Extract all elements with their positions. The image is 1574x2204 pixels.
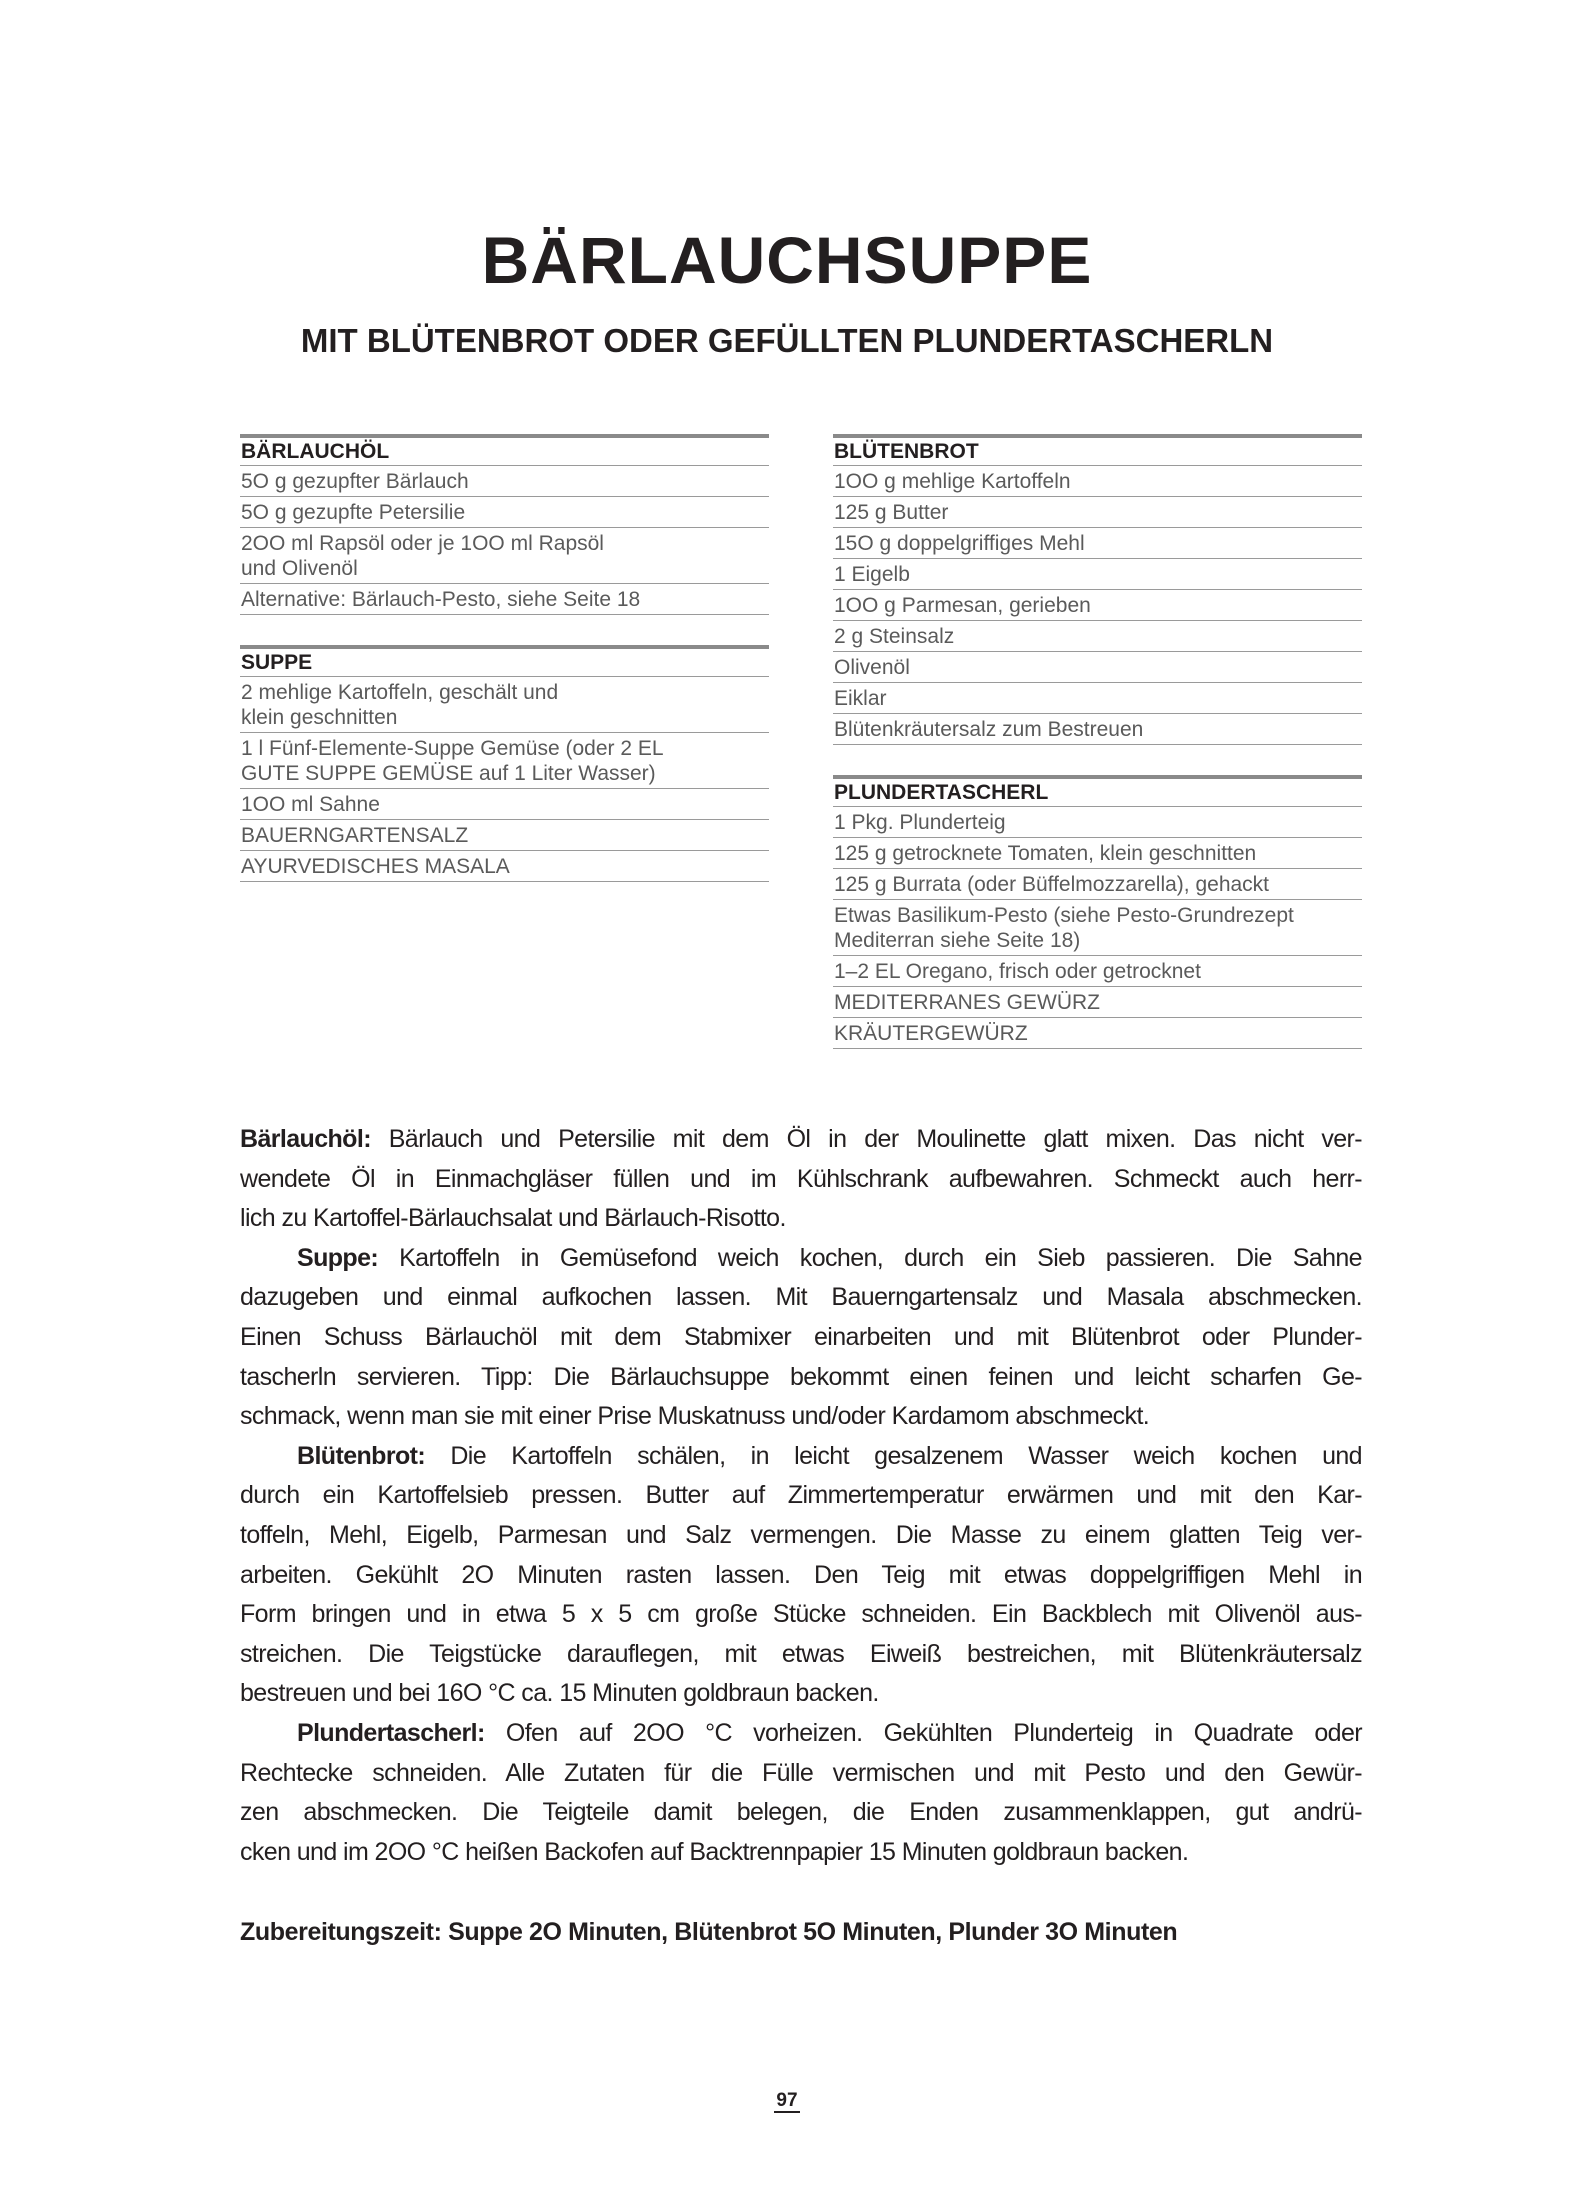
- paragraph-line: cken und im 2OO °C heißen Backofen auf Backtrennpapier 15 Minuten goldbraun backen.: [240, 1837, 1189, 1866]
- paragraph-text: Ofen auf 2OO °C vorheizen. Gekühlten Plunderteig in Quadrate oder: [484, 1718, 1362, 1747]
- section-heading: SUPPE: [240, 649, 769, 677]
- paragraph-line: [240, 1437, 1362, 1477]
- paragraph-line: [240, 1714, 1362, 1754]
- recipe-title: BÄRLAUCHSUPPE: [481, 223, 1093, 297]
- paragraph-text: Bärlauch und Petersilie mit dem Öl in der Moulinette glatt mixen. Das nicht ver-: [370, 1125, 1362, 1153]
- preparation-time: Zubereitungszeit: Suppe 2O Minuten, Blütenbrot 5O Minuten, Plunder 3O Minuten: [240, 1918, 1178, 1946]
- ingredient-item: 1OO ml Sahne: [240, 789, 769, 820]
- paragraph-line: Rechtecke schneiden. Alle Zutaten für die Fülle vermischen und mit Pesto und den Gewür-: [240, 1758, 1362, 1787]
- ingredient-item: 2 mehlige Kartoffeln, geschält und klein geschnitten: [240, 677, 769, 733]
- ingredient-item: KRÄUTERGEWÜRZ: [833, 1018, 1362, 1049]
- ingredient-item: MEDITERRANES GEWÜRZ: [833, 987, 1362, 1018]
- ingredient-item: 1 Eigelb: [833, 559, 1362, 590]
- paragraph-line: dazugeben und einmal aufkochen lassen. Mit Bauerngartensalz und Masala abschmecken.: [240, 1283, 1362, 1312]
- paragraph-text: Kartoffeln in Gemüsefond weich kochen, durch ein Sieb passieren. Die Sahne: [378, 1243, 1362, 1272]
- paragraph-line: lich zu Kartoffel-Bärlauchsalat und Bärlauch-Risotto.: [240, 1204, 786, 1233]
- paragraph-line: streichen. Die Teigstücke darauflegen, mit etwas Eiweiß bestreichen, mit Blütenkräutersalz: [240, 1639, 1362, 1668]
- paragraph-line: bestreuen und bei 16O °C ca. 15 Minuten goldbraun backen.: [240, 1679, 879, 1708]
- ingredient-item: Alternative: Bärlauch-Pesto, siehe Seite 18: [240, 584, 769, 615]
- ingredients-left-column: [240, 434, 769, 912]
- ingredient-item: 15O g doppelgriffiges Mehl: [833, 528, 1362, 559]
- ingredient-item: 2 g Steinsalz: [833, 621, 1362, 652]
- ingredient-item: 1–2 EL Oregano, frisch oder getrocknet: [833, 956, 1362, 987]
- paragraph-line: durch ein Kartoffelsieb pressen. Butter auf Zimmertemperatur erwärmen und mit den Kar-: [240, 1481, 1362, 1510]
- paragraph-lead: Bärlauchöl:: [240, 1125, 371, 1153]
- ingredient-item: 125 g Burrata (oder Büffelmozzarella), gehackt: [833, 869, 1362, 900]
- page-number: 97: [776, 2090, 798, 2111]
- section-heading: BLÜTENBROT: [833, 438, 1362, 466]
- ingredient-item: BAUERNGARTENSALZ: [240, 820, 769, 851]
- recipe-subtitle: MIT BLÜTENBROT ODER GEFÜLLTEN PLUNDERTASCHERLN: [300, 322, 1274, 359]
- paragraph-line: arbeiten. Gekühlt 2O Minuten rasten lassen. Den Teig mit etwas doppelgriffigen Mehl in: [240, 1560, 1362, 1589]
- ingredient-item: 1OO g Parmesan, gerieben: [833, 590, 1362, 621]
- ingredient-section: [833, 775, 1362, 1049]
- ingredient-item: 1 Pkg. Plunderteig: [833, 807, 1362, 838]
- paragraph-line: [240, 1120, 1362, 1160]
- ingredient-item: 1OO g mehlige Kartoffeln: [833, 466, 1362, 497]
- instructions: [240, 1120, 1362, 1872]
- paragraph-lead: Suppe:: [297, 1243, 379, 1272]
- paragraph-lead: Blütenbrot:: [297, 1441, 426, 1470]
- ingredient-item: 2OO ml Rapsöl oder je 1OO ml Rapsöl und Olivenöl: [240, 528, 769, 584]
- ingredient-section: [240, 645, 769, 882]
- paragraph-line: wendete Öl in Einmachgläser füllen und im Kühlschrank aufbewahren. Schmeckt auch herr-: [240, 1164, 1362, 1193]
- paragraph-lead: Plundertascherl:: [297, 1718, 485, 1747]
- ingredient-item: 125 g Butter: [833, 497, 1362, 528]
- ingredient-item: 5O g gezupfte Petersilie: [240, 497, 769, 528]
- section-heading: BÄRLAUCHÖL: [240, 438, 769, 466]
- ingredients-right-column: [833, 434, 1362, 1079]
- ingredient-item: AYURVEDISCHES MASALA: [240, 851, 769, 882]
- paragraph-line: Einen Schuss Bärlauchöl mit dem Stabmixer einarbeiten und mit Blütenbrot oder Plunder-: [240, 1322, 1362, 1351]
- paragraph-text: Die Kartoffeln schälen, in leicht gesalzenem Wasser weich kochen und: [425, 1441, 1362, 1470]
- ingredient-item: Etwas Basilikum-Pesto (siehe Pesto-Grundrezept Mediterran siehe Seite 18): [833, 900, 1362, 956]
- ingredient-item: 5O g gezupfter Bärlauch: [240, 466, 769, 497]
- paragraph-line: Form bringen und in etwa 5 x 5 cm große Stücke schneiden. Ein Backblech mit Olivenöl aus-: [240, 1600, 1362, 1629]
- ingredient-section: [833, 434, 1362, 745]
- paragraph-line: [240, 1239, 1362, 1279]
- ingredient-section: [240, 434, 769, 615]
- section-heading: PLUNDERTASCHERL: [833, 779, 1362, 807]
- ingredient-item: Eiklar: [833, 683, 1362, 714]
- ingredient-item: 1 l Fünf-Elemente-Suppe Gemüse (oder 2 EL GUTE SUPPE GEMÜSE auf 1 Liter Wasser): [240, 733, 769, 789]
- ingredient-item: Blütenkräutersalz zum Bestreuen: [833, 714, 1362, 745]
- ingredient-item: 125 g getrocknete Tomaten, klein geschnitten: [833, 838, 1362, 869]
- paragraph-line: zen abschmecken. Die Teigteile damit belegen, die Enden zusammenklappen, gut andrü-: [240, 1798, 1362, 1827]
- paragraph-line: tascherln servieren. Tipp: Die Bärlauchsuppe bekommt einen feinen und leicht scharfen Ge-: [240, 1362, 1362, 1391]
- paragraph-line: toffeln, Mehl, Eigelb, Parmesan und Salz vermengen. Die Masse zu einem glatten Teig ver-: [240, 1520, 1362, 1549]
- page-number-wrap: [0, 2090, 1574, 2112]
- ingredient-item: Olivenöl: [833, 652, 1362, 683]
- paragraph-line: schmack, wenn man sie mit einer Prise Muskatnuss und/oder Kardamom abschmeckt.: [240, 1402, 1150, 1431]
